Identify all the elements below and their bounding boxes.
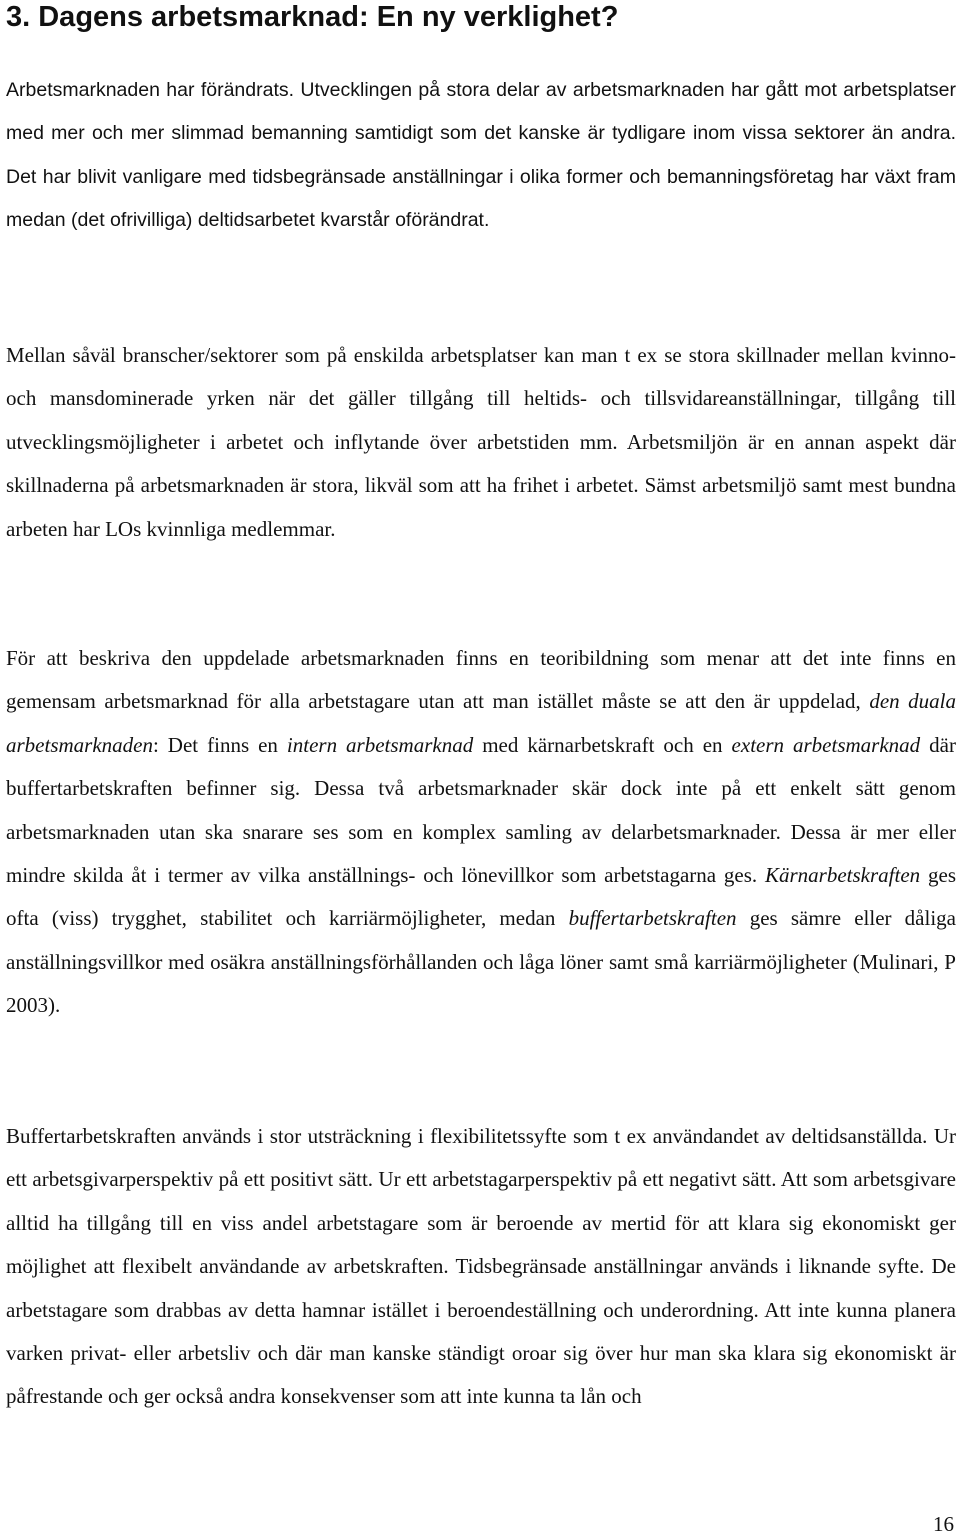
emphasis-term: den duala arbetsmarknaden <box>6 689 957 757</box>
emphasis-term: Kärnarbetskraften <box>765 863 921 888</box>
text-run: ges ofta (viss) trygghet, stabilitet och karriärmöjligheter, medan <box>6 863 956 931</box>
text-run: : Det finns en <box>152 732 287 757</box>
emphasis-term: extern arbetsmarknad <box>731 732 921 757</box>
text-run: där buffertarbetskraften befinner sig. Dessa två arbetsmarknader skär dock inte på ett enkelt sätt genom arbetsmarknaden utan ska snarare ses som en komplex samling av delarbetsmarknader. Dessa är mer eller mindre skilda åt i termer av vilka anställnings- och lönevillkor som arbetstagarna ges. <box>6 732 956 888</box>
paragraph-dual-labour-market <box>6 637 956 1028</box>
paragraph-intro: Arbetsmarknaden har förändrats. Utvecklingen på stora delar av arbetsmarknaden har gått mot arbetsplatser med mer och mer slimmad bemanning samtidigt som det kanske är tydligare inom vissa sektorer än andra. Det har blivit vanligare med tidsbegränsade anställningar i olika former och bemanningsföretag har växt fram medan (det ofrivilliga) deltidsarbetet kvarstår oförändrat. <box>6 79 956 232</box>
text-run: med kärnarbetskraft och en <box>473 732 732 757</box>
paragraph-buffer-workforce: Buffertarbetskraften används i stor utsträckning i flexibilitetssyfte som t ex användandet av deltidsanställda. Ur ett arbetsgivarperspektiv på ett positivt sätt. Ur ett arbetstagarperspektiv på ett negativt sätt. Att som arbetsgivare alltid ha tillgång till en viss andel arbetstagare som är beroende av mertid för att klara sig ekonomiskt ger möjlighet att flexibelt användande av arbetskraften. Tidsbegränsade anställningar används i liknande syfte. De arbetstagare som drabbas av detta hamnar istället i beroendeställning och underordning. Att inte kunna planera varken privat- eller arbetsliv och där man kanske ständigt oroar sig över hur man ska klara sig ekonomiskt är påfrestande och ger också andra konsekvenser som att inte kunna ta lån och <box>6 1124 956 1409</box>
section-heading: 3. Dagens arbetsmarknad: En ny verklighet? <box>6 1 619 33</box>
text-run: ges sämre eller dåliga anställningsvillkor med osäkra anställningsförhållanden och låga löner samt små karriärmöjligheter (Mulinari, P 2003). <box>6 906 956 1018</box>
text-run: För att beskriva den uppdelade arbetsmarknaden finns en teoribildning som menar att det inte finns en gemensam arbetsmarknad för alla arbetstagare utan att man istället måste se att den är uppdelad, <box>6 646 956 714</box>
page-number: 16 <box>933 1512 954 1536</box>
emphasis-term: buffertarbetskraften <box>568 906 737 931</box>
paragraph-sector-differences: Mellan såväl branscher/sektorer som på enskilda arbetsplatser kan man t ex se stora skillnader mellan kvinno- och mansdominerade yrken när det gäller tillgång till heltids- och tillsvidareanställningar, tillgång till utvecklingsmöjligheter i arbetet och inflytande över arbetstiden mm. Arbetsmiljön är en annan aspekt där skillnaderna på arbetsmarknaden är stora, likväl som att ha frihet i arbetet. Sämst arbetsmiljö samt mest bundna arbeten har LOs kvinnliga medlemmar. <box>6 343 956 541</box>
emphasis-term: intern arbetsmarknad <box>286 732 474 757</box>
